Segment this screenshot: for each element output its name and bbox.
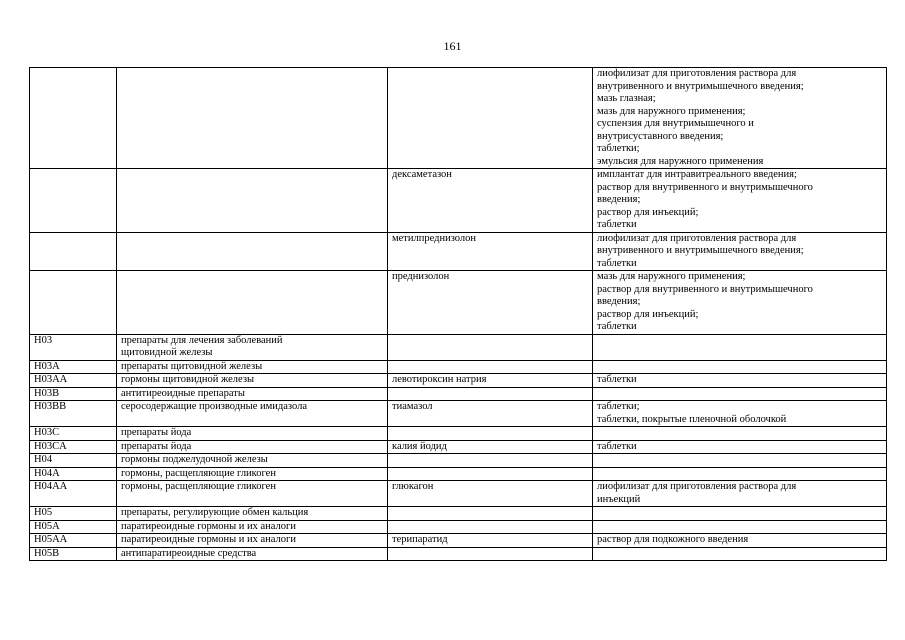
atc-code-cell: H05A (30, 520, 117, 534)
drug-name-cell: левотироксин натрия (388, 374, 593, 388)
drug-name-cell (388, 427, 593, 441)
atc-code-cell: H03C (30, 427, 117, 441)
group-name-cell (117, 169, 388, 233)
table-row (30, 467, 887, 481)
atc-code-cell: H04 (30, 454, 117, 468)
atc-code-cell: H03 (30, 334, 117, 360)
dosage-form-cell (593, 360, 887, 374)
group-name-cell: препараты йода (117, 427, 388, 441)
table-row (30, 520, 887, 534)
table-row (30, 169, 887, 233)
table-row (30, 334, 887, 360)
drug-name-cell (388, 360, 593, 374)
drug-name-cell: тиамазол (388, 401, 593, 427)
table-row (30, 440, 887, 454)
atc-code-cell (30, 68, 117, 169)
group-name-cell (117, 232, 388, 271)
table-row (30, 534, 887, 548)
table-row (30, 271, 887, 335)
drug-table (29, 67, 887, 561)
group-name-cell: гормоны, расщепляющие гликоген (117, 467, 388, 481)
atc-code-cell: H03AA (30, 374, 117, 388)
table-row (30, 374, 887, 388)
dosage-form-cell: таблетки; таблетки, покрытые пленочной оболочкой (593, 401, 887, 427)
atc-code-cell: H03BB (30, 401, 117, 427)
group-name-cell (117, 68, 388, 169)
drug-name-cell (388, 520, 593, 534)
drug-name-cell (388, 387, 593, 401)
table-row (30, 507, 887, 521)
dosage-form-cell: мазь для наружного применения; раствор для внутривенного и внутримышечного введения; раствор для инъекций; таблетки (593, 271, 887, 335)
drug-name-cell: глюкагон (388, 481, 593, 507)
group-name-cell: препараты для лечения заболеваний щитовидной железы (117, 334, 388, 360)
group-name-cell: препараты щитовидной железы (117, 360, 388, 374)
drug-name-cell: преднизолон (388, 271, 593, 335)
atc-code-cell: H05B (30, 547, 117, 561)
dosage-form-cell (593, 387, 887, 401)
atc-code-cell: H03A (30, 360, 117, 374)
group-name-cell: гормоны, расщепляющие гликоген (117, 481, 388, 507)
group-name-cell: паратиреоидные гормоны и их аналоги (117, 534, 388, 548)
dosage-form-cell: раствор для подкожного введения (593, 534, 887, 548)
dosage-form-cell (593, 520, 887, 534)
drug-name-cell (388, 467, 593, 481)
atc-code-cell (30, 271, 117, 335)
drug-name-cell (388, 507, 593, 521)
atc-code-cell: H05 (30, 507, 117, 521)
atc-code-cell: H03CA (30, 440, 117, 454)
dosage-form-cell (593, 454, 887, 468)
page-number: 161 (443, 39, 462, 53)
dosage-form-cell (593, 334, 887, 360)
dosage-form-cell (593, 467, 887, 481)
dosage-form-cell (593, 547, 887, 561)
table-row (30, 427, 887, 441)
dosage-form-cell: лиофилизат для приготовления раствора для внутривенного и внутримышечного введения; таблетки (593, 232, 887, 271)
atc-code-cell (30, 169, 117, 233)
group-name-cell: препараты, регулирующие обмен кальция (117, 507, 388, 521)
group-name-cell: гормоны поджелудочной железы (117, 454, 388, 468)
atc-code-cell: H04AA (30, 481, 117, 507)
dosage-form-cell: таблетки (593, 440, 887, 454)
drug-name-cell (388, 68, 593, 169)
table-row (30, 387, 887, 401)
table-row (30, 401, 887, 427)
atc-code-cell: H03B (30, 387, 117, 401)
group-name-cell: антипаратиреоидные средства (117, 547, 388, 561)
table-row (30, 454, 887, 468)
atc-code-cell (30, 232, 117, 271)
group-name-cell: препараты йода (117, 440, 388, 454)
table-row (30, 360, 887, 374)
dosage-form-cell (593, 507, 887, 521)
drug-name-cell (388, 454, 593, 468)
group-name-cell (117, 271, 388, 335)
group-name-cell: серосодержащие производные имидазола (117, 401, 388, 427)
group-name-cell: гормоны щитовидной железы (117, 374, 388, 388)
group-name-cell: паратиреоидные гормоны и их аналоги (117, 520, 388, 534)
table-row (30, 547, 887, 561)
drug-name-cell (388, 547, 593, 561)
dosage-form-cell: лиофилизат для приготовления раствора для внутривенного и внутримышечного введения; мазь глазная; мазь для наружного применения; суспензия для внутримышечного и внутрисуставного введения; таблетки; эмульсия для наружного применения (593, 68, 887, 169)
dosage-form-cell: таблетки (593, 374, 887, 388)
table-row (30, 232, 887, 271)
dosage-form-cell: лиофилизат для приготовления раствора для инъекций (593, 481, 887, 507)
drug-name-cell (388, 334, 593, 360)
table-row (30, 481, 887, 507)
group-name-cell: антитиреоидные препараты (117, 387, 388, 401)
dosage-form-cell (593, 427, 887, 441)
atc-code-cell: H04A (30, 467, 117, 481)
dosage-form-cell: имплантат для интравитреального введения; раствор для внутривенного и внутримышечного введения; раствор для инъекций; таблетки (593, 169, 887, 233)
table-row (30, 68, 887, 169)
drug-name-cell: терипаратид (388, 534, 593, 548)
drug-name-cell: метилпреднизолон (388, 232, 593, 271)
drug-name-cell: калия йодид (388, 440, 593, 454)
drug-table-body (30, 68, 887, 561)
atc-code-cell: H05AA (30, 534, 117, 548)
drug-name-cell: дексаметазон (388, 169, 593, 233)
